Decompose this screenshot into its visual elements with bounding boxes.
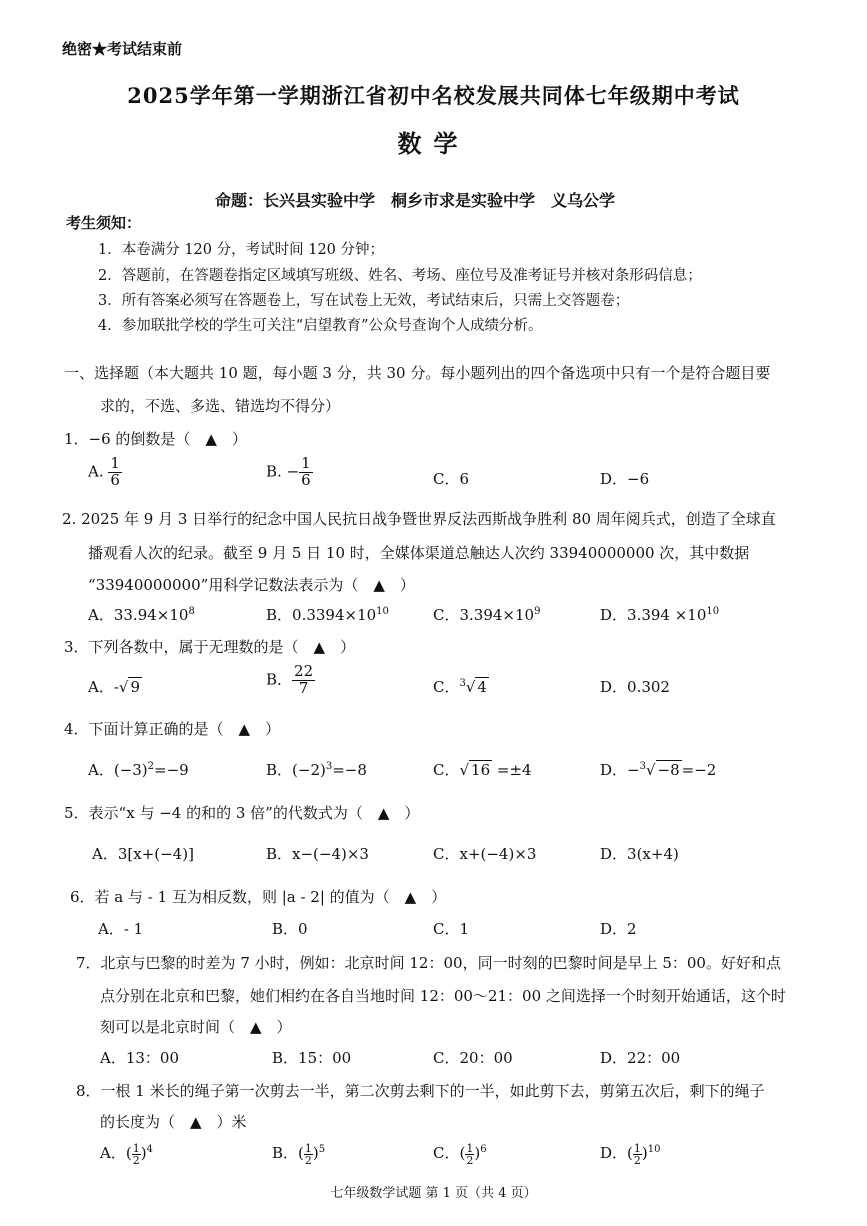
exponent: 2 <box>147 761 155 772</box>
question-8-line1: 8．一根 1 米长的绳子第一次剪去一半，第二次剪去剩下的一半，如此剪下去，剪第五次后，剩下的绳子 <box>76 1082 765 1100</box>
result: =−8 <box>332 761 367 779</box>
question-2-line3: “33940000000”用科学记数法表示为（ ▲ ） <box>88 576 415 594</box>
option-label: A. <box>88 462 104 481</box>
q5-option-d: D．3(x+4) <box>600 845 679 863</box>
numerator: 1 <box>132 1141 140 1155</box>
q2-option-c <box>433 604 540 625</box>
fraction <box>465 1143 474 1166</box>
fraction <box>633 1143 642 1166</box>
fraction <box>292 664 315 697</box>
q8-option-b <box>272 1142 325 1166</box>
notice-item: 2．答题前，在答题卷指定区域填写班级、姓名、考场、座位号及准考证号并核对条形码信息； <box>98 268 702 284</box>
denominator: 2 <box>132 1153 140 1167</box>
question-1-stem: 1．−6 的倒数是（ ▲ ） <box>64 430 247 448</box>
radicand: 16 <box>471 761 491 779</box>
exponent: 10 <box>647 1144 661 1155</box>
option-text: C．3.394×10 <box>433 606 535 624</box>
numerator: 1 <box>301 454 311 472</box>
base: (−2) <box>292 761 326 779</box>
option-label: A．- <box>88 678 119 696</box>
close-paren: ) <box>641 1144 648 1162</box>
question-7-line1: 7．北京与巴黎的时差为 7 小时，例如：北京时间 12：00，同一时刻的巴黎时间是早上 5：00。好好和点 <box>76 954 781 972</box>
close-paren: ) <box>474 1144 481 1162</box>
q8-option-c <box>433 1142 487 1166</box>
numerator: 22 <box>294 662 314 680</box>
option-label: B． <box>266 761 293 779</box>
radicand: 9 <box>130 678 141 696</box>
q6-option-c: C．1 <box>433 920 470 938</box>
q1-option-d: D．−6 <box>600 470 650 488</box>
root-index: 3 <box>639 761 646 772</box>
q7-option-b: B．15：00 <box>272 1049 352 1067</box>
result: =±4 <box>496 761 532 779</box>
denominator: 6 <box>110 470 120 489</box>
fraction <box>299 456 313 489</box>
q7-option-c: C．20：00 <box>433 1049 513 1067</box>
question-6-stem: 6．若 a 与 - 1 互为相反数，则 |a - 2| 的值为（ ▲ ） <box>70 888 447 906</box>
q4-option-d: D．−$^3$√ −8 =−2 <box>600 761 717 779</box>
notice-item: 3．所有答案必须写在答题卷上，写在试卷上无效，考试结束后，只需上交答题卷； <box>98 293 630 309</box>
exponent: 5 <box>318 1144 326 1155</box>
q6-option-d: D．2 <box>600 920 637 938</box>
q8-option-d <box>600 1142 660 1166</box>
option-label: D．( <box>600 1144 633 1162</box>
root-index: 3 <box>459 678 466 689</box>
question-2-line1: 2. 2025 年 9 月 3 日举行的纪念中国人民抗日战争暨世界反法西斯战争胜利 80 周年阅兵式，创造了全球直 <box>62 510 776 528</box>
q8-option-a <box>100 1142 153 1166</box>
exponent: 3 <box>325 761 333 772</box>
page-footer: 七年级数学试题 第 1 页（共 4 页） <box>330 1186 537 1201</box>
numerator: 1 <box>466 1141 474 1155</box>
notice-heading: 考生须知： <box>66 214 142 232</box>
fraction <box>108 456 122 489</box>
question-7-line2: 点分别在北京和巴黎，她们相约在各自当地时间 12：00～21：00 之间选择一个时刻开始通话，这个时 <box>100 987 786 1005</box>
notice-item: 4．参加联批学校的学生可关注“启望教育”公众号查询个人成绩分析。 <box>98 318 543 334</box>
option-label: A． <box>88 761 114 779</box>
subject-title: 数学 <box>397 129 470 158</box>
numerator: 1 <box>304 1141 312 1155</box>
denominator: 6 <box>301 470 311 489</box>
question-3-stem: 3．下列各数中，属于无理数的是（ ▲ ） <box>64 638 356 656</box>
confidential-mark: 绝密★考试结束前 <box>62 40 183 58</box>
fraction <box>132 1143 141 1166</box>
close-paren: ) <box>312 1144 319 1162</box>
section-heading-cont: 求的，不选、多选、错选均不得分） <box>100 397 341 415</box>
q7-option-a: A．13：00 <box>100 1049 180 1067</box>
q7-option-d: D．22：00 <box>600 1049 681 1067</box>
exponent: 10 <box>706 606 720 617</box>
option-text: B．0.3394×10 <box>266 606 377 624</box>
q2-option-b <box>266 604 389 625</box>
base: (−3) <box>113 761 148 779</box>
q4-option-a <box>88 759 189 780</box>
q3-option-b <box>266 664 315 697</box>
q1-option-a <box>88 456 122 489</box>
exponent: 10 <box>376 606 389 617</box>
q6-option-a: A．- 1 <box>98 920 144 938</box>
notice-item: 1．本卷满分 120 分，考试时间 120 分钟； <box>98 242 385 258</box>
q3-option-d: D．0.302 <box>600 678 670 696</box>
option-label: D．− <box>600 761 640 779</box>
question-8-line2: 的长度为（ ▲ ）米 <box>100 1113 247 1131</box>
q2-option-a <box>88 604 195 625</box>
fraction <box>304 1143 313 1166</box>
q5-option-a: A．3[x+(−4)] <box>92 845 194 863</box>
radicand: 4 <box>477 678 487 696</box>
numerator: 1 <box>633 1141 641 1155</box>
question-4-stem: 4．下面计算正确的是（ ▲ ） <box>64 720 281 738</box>
q4-option-c: C．√ 16 =±4 <box>433 761 532 779</box>
authors-line: 命题：长兴县实验中学 桐乡市求是实验中学 义乌公学 <box>215 191 616 210</box>
option-text: D．3.394 ×10 <box>600 606 707 624</box>
denominator: 2 <box>466 1153 474 1167</box>
option-text: A．33.94×10 <box>88 606 189 624</box>
option-label: B．( <box>272 1144 304 1162</box>
section-heading: 一、选择题（本大题共 10 题，每小题 3 分，共 30 分。每小题列出的四个备选项中只有一个是符合题目要 <box>64 364 771 382</box>
result: =−2 <box>681 761 717 779</box>
option-label: C． <box>433 678 460 696</box>
exponent: 4 <box>146 1144 153 1155</box>
denominator: 2 <box>304 1153 312 1167</box>
option-label: C． <box>433 761 460 779</box>
question-2-line2: 播观看人次的纪录。截至 9 月 5 日 10 时，全媒体渠道总触达人次约 33940000000 次，其中数据 <box>88 544 750 562</box>
q3-option-c: C．$^3$√ 4 <box>433 678 487 696</box>
q1-option-b <box>266 456 313 489</box>
q3-option-a: A．-√ 9 <box>88 678 141 696</box>
q4-option-b <box>266 759 367 780</box>
question-7-line3: 刻可以是北京时间（ ▲ ） <box>100 1018 292 1036</box>
q5-option-c: C．x+(−4)×3 <box>433 845 537 863</box>
radicand: −8 <box>657 761 680 779</box>
q1-option-c: C．6 <box>433 470 470 488</box>
exponent: 8 <box>188 606 195 617</box>
denominator: 2 <box>633 1153 641 1167</box>
result: =−9 <box>154 761 189 779</box>
exponent: 6 <box>480 1144 487 1155</box>
minus-sign: − <box>286 462 300 481</box>
question-5-stem: 5．表示“x 与 −4 的和的 3 倍”的代数式为（ ▲ ） <box>64 804 420 822</box>
option-label: B. <box>266 462 282 481</box>
option-label: B． <box>266 670 293 689</box>
close-paren: ) <box>140 1144 147 1162</box>
option-label: A．( <box>100 1144 132 1162</box>
denominator: 7 <box>298 678 309 697</box>
q6-option-b: B．0 <box>272 920 308 938</box>
option-label: C．( <box>433 1144 466 1162</box>
exponent: 9 <box>534 606 541 617</box>
numerator: 1 <box>110 454 120 472</box>
q5-option-b: B．x−(−4)×3 <box>266 845 369 863</box>
q2-option-d <box>600 604 719 625</box>
exam-title: 2025学年第一学期浙江省初中名校发展共同体七年级期中考试 <box>127 83 740 108</box>
